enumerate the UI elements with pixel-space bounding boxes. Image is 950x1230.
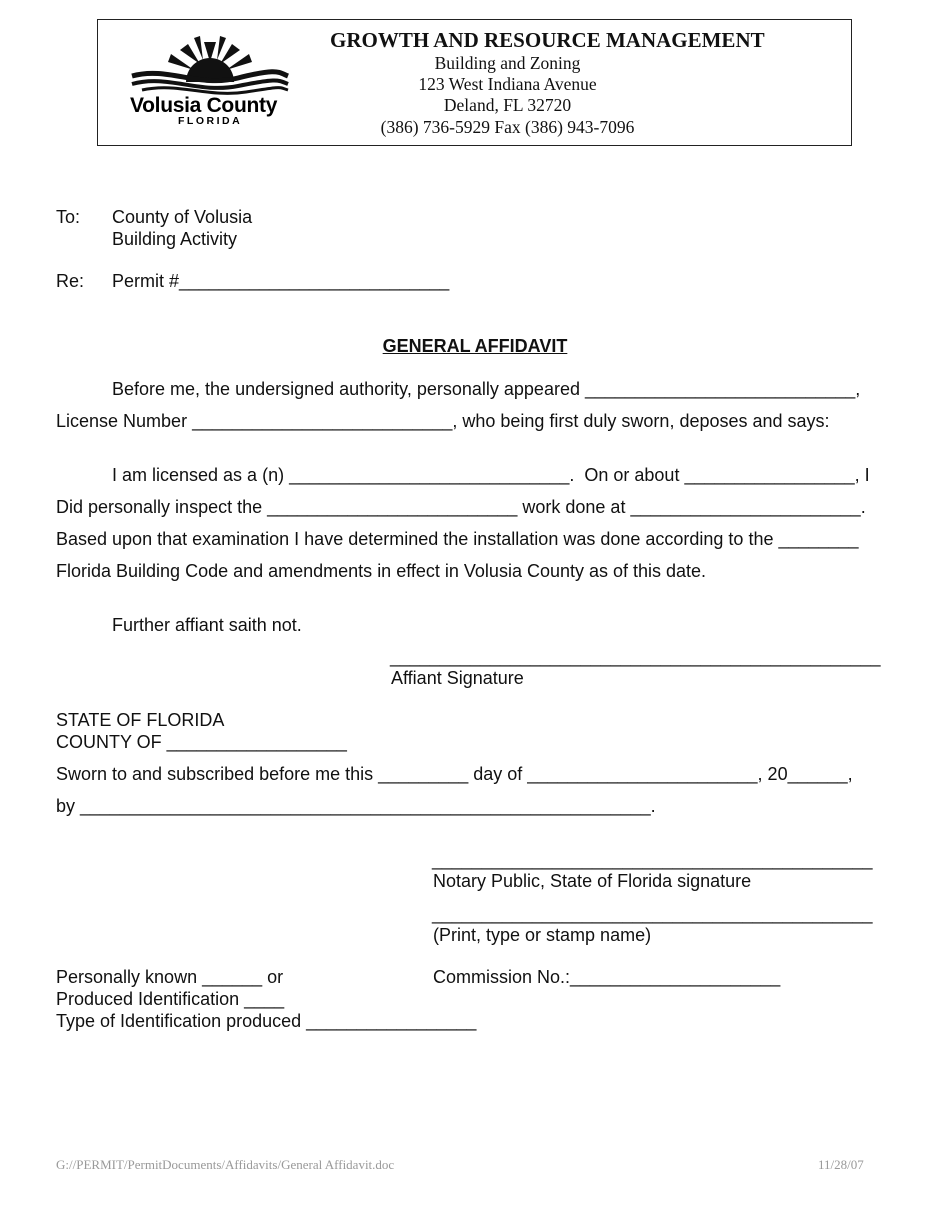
re-label: Re: [56, 271, 85, 291]
sun-logo-icon [128, 32, 292, 127]
code-compliance-line[interactable]: Based upon that examination I have determined the installation was done according to the ________ [56, 529, 859, 549]
notary-signature-label: Notary Public, State of Florida signature [433, 871, 752, 891]
code-amendments-line: Florida Building Code and amendments in effect in Volusia County as of this date. [56, 561, 707, 581]
notary-print-name-label: (Print, type or stamp name) [433, 925, 652, 945]
to-line-2: Building Activity [112, 229, 238, 249]
division-name: Building and Zoning [434, 53, 581, 73]
commission-number-field[interactable]: Commission No.:_____________________ [433, 967, 781, 987]
further-affiant-text: Further affiant saith not. [112, 615, 302, 635]
appearance-line[interactable]: Before me, the undersigned authority, personally appeared ___________________________, [112, 379, 861, 399]
department-title: GROWTH AND RESOURCE MANAGEMENT [330, 28, 765, 52]
county-field[interactable]: COUNTY OF __________________ [56, 732, 347, 752]
document-title: GENERAL AFFIDAVIT [382, 336, 568, 356]
notary-print-name-line[interactable]: ____________________________________________ [432, 904, 873, 924]
license-number-line[interactable]: License Number __________________________, who being first duly sworn, deposes and says: [56, 411, 830, 431]
affiant-signature-line[interactable]: _________________________________________________ [390, 647, 881, 667]
sworn-by-line[interactable]: by _________________________________________________________. [56, 796, 656, 816]
personally-known-field[interactable]: Personally known ______ or [56, 967, 284, 987]
permit-number-field[interactable]: Permit #___________________________ [112, 271, 450, 291]
phone-fax: (386) 736-5929 Fax (386) 943-7096 [380, 117, 635, 137]
inspection-line[interactable]: Did personally inspect the _________________________ work done at _______________________. [56, 497, 866, 517]
logo-state: FLORIDA [178, 115, 243, 127]
logo-name: Volusia County [130, 94, 278, 117]
sworn-date-line[interactable]: Sworn to and subscribed before me this _________ day of _______________________, 20______, [56, 764, 853, 784]
to-label: To: [56, 207, 81, 227]
street-address: 123 West Indiana Avenue [418, 74, 597, 94]
volusia-county-logo [128, 32, 292, 127]
identification-type-field[interactable]: Type of Identification produced _________________ [56, 1011, 477, 1031]
affiant-signature-label: Affiant Signature [391, 668, 524, 688]
produced-identification-field[interactable]: Produced Identification ____ [56, 989, 285, 1009]
state-label: STATE OF FLORIDA [56, 710, 225, 730]
footer-date: 11/28/07 [818, 1157, 864, 1172]
to-line-1: County of Volusia [112, 207, 253, 227]
footer-file-path: G://PERMIT/PermitDocuments/Affidavits/General Affidavit.doc [56, 1157, 395, 1172]
notary-signature-line[interactable]: ____________________________________________ [432, 850, 873, 870]
licensed-as-line[interactable]: I am licensed as a (n) ____________________________. On or about _________________, I [112, 465, 870, 485]
city-state-zip: Deland, FL 32720 [443, 95, 572, 115]
